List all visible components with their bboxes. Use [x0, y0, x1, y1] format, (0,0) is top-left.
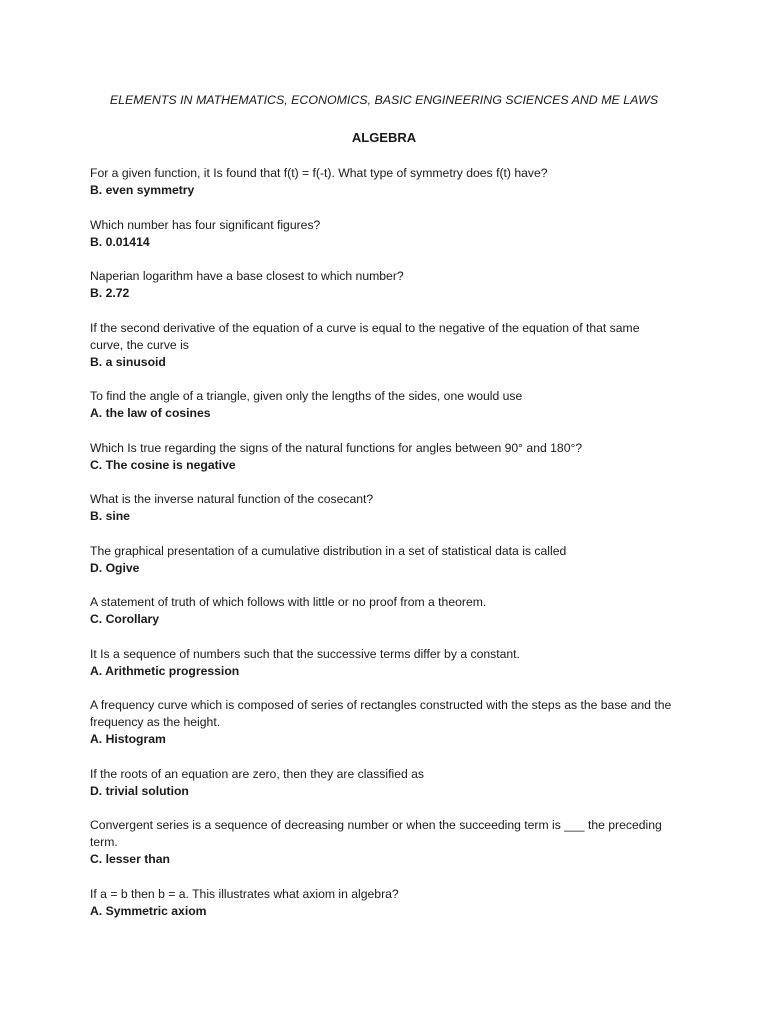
answer-text: B. 0.01414 [90, 234, 150, 249]
qa-item [90, 594, 676, 628]
qa-item [90, 165, 676, 199]
question-text: A statement of truth of which follows with little or no proof from a theorem. [90, 595, 487, 609]
answer-text: C. Corollary [90, 612, 160, 626]
question-text: Convergent series is a sequence of decreasing number or when the succeeding term is ___ the preceding term. [90, 818, 662, 849]
question-text: Naperian logarithm have a base closest to which number? [90, 269, 404, 283]
section-title: ALGEBRA [351, 130, 417, 145]
answer-text: A. Symmetric axiom [90, 903, 207, 918]
qa-item [90, 697, 676, 748]
qa-item [90, 766, 676, 800]
answer-text: B. 2.72 [90, 286, 130, 300]
answer-text: A. Histogram [90, 732, 166, 746]
qa-item [90, 646, 676, 680]
answer-text: A. the law of cosines [90, 406, 211, 420]
qa-item [90, 320, 676, 371]
qa-item [90, 388, 676, 422]
question-text: For a given function, it Is found that f(t) = f(-t). What type of symmetry does f(t) have? [90, 166, 548, 180]
question-text: Which Is true regarding the signs of the natural functions for angles between 90° and 180°? [90, 440, 583, 455]
question-text: What is the inverse natural function of the cosecant? [90, 492, 374, 506]
answer-text: B. a sinusoid [90, 354, 166, 369]
answer-text: B. even symmetry [90, 183, 195, 197]
question-text: Which number has four significant figures? [90, 217, 321, 232]
question-text: If a = b then b = a. This illustrates what axiom in algebra? [90, 886, 399, 901]
document-header: ELEMENTS IN MATHEMATICS, ECONOMICS, BASIC ENGINEERING SCIENCES AND ME LAWS [109, 93, 659, 107]
question-text: It Is a sequence of numbers such that the successive terms differ by a constant. [90, 646, 520, 661]
question-text: If the second derivative of the equation of a curve is equal to the negative of the equation of that same curve, the curve is [90, 320, 640, 352]
answer-text: A. Arithmetic progression [90, 663, 240, 678]
answer-text: C. lesser than [90, 852, 170, 866]
question-text: To find the angle of a triangle, given only the lengths of the sides, one would use [90, 389, 523, 403]
question-answer-list [90, 165, 676, 937]
qa-item [90, 886, 676, 920]
answer-text: D. Ogive [90, 560, 140, 575]
qa-item [90, 491, 676, 525]
question-text: A frequency curve which is composed of series of rectangles constructed with the steps as the base and the frequency as the height. [90, 698, 672, 729]
qa-item [90, 268, 676, 302]
answer-text: D. trivial solution [90, 783, 189, 798]
question-text: If the roots of an equation are zero, then they are classified as [90, 766, 425, 781]
question-text: The graphical presentation of a cumulative distribution in a set of statistical data is called [90, 543, 567, 558]
qa-item [90, 543, 676, 577]
qa-item [90, 817, 676, 868]
answer-text: C. The cosine is negative [90, 457, 236, 472]
qa-item [90, 217, 676, 251]
qa-item [90, 440, 676, 474]
answer-text: B. sine [90, 509, 130, 523]
